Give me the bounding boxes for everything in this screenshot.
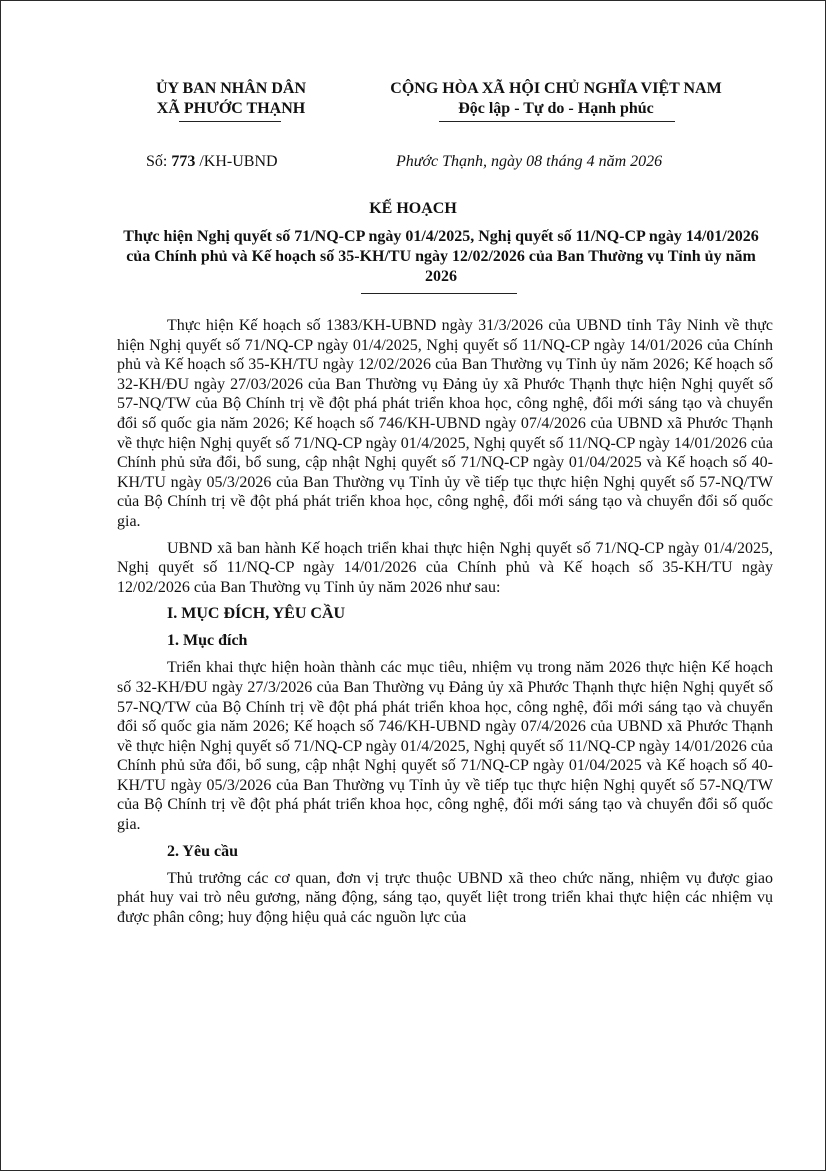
national-heading bbox=[356, 79, 756, 119]
place-date: Phước Thạnh, ngày 08 tháng 4 năm 2026 bbox=[396, 153, 663, 170]
agency-line-1: ỦY BAN NHÂN DÂN bbox=[155, 80, 307, 97]
paragraph-3: Triển khai thực hiện hoàn thành các mục tiêu, nhiệm vụ trong năm 2026 thực hiện Kế hoạch số 32-KH/ĐU ngày 27/3/2026 của Ban Thường vụ Đảng ủy xã Phước Thạnh thực hiện Nghị quyết số 57-NQ/TW của Bộ Chính trị về đột phá phát triển khoa học, công nghệ, đổi mới sáng tạo và chuyển đổi số quốc gia năm 2026; Kế hoạch số 746/KH-UBND ngày 07/4/2026 của UBND xã Phước Thạnh về thực hiện Nghị quyết số 71/NQ-CP ngày 01/4/2025, Nghị quyết số 11/NQ-CP ngày 14/01/2026 của Chính phủ sửa đổi, bổ sung, cập nhật Nghị quyết số 71/NQ-CP ngày 01/04/2025 và Kế hoạch số 40-KH/TU ngày 05/3/2026 của Ban Thường vụ Tỉnh ủy về tiếp tục thực hiện Nghị quyết số 57-NQ/TW của Bộ Chính trị về đột phá phát triển khoa học, công nghệ, đổi mới sáng tạo và chuyển đổi số quốc gia. bbox=[117, 659, 773, 834]
agency-line-2: XÃ PHƯỚC THẠNH bbox=[156, 100, 306, 117]
motto-underline bbox=[439, 121, 675, 122]
subsection-heading-1: 1. Mục đích bbox=[167, 632, 248, 650]
document-number bbox=[146, 152, 278, 172]
document-type-title: KẾ HOẠCH bbox=[369, 200, 457, 217]
nation-line-2: Độc lập - Tự do - Hạnh phúc bbox=[458, 100, 654, 117]
section-heading-1: I. MỤC ĐÍCH, YÊU CẦU bbox=[167, 605, 346, 623]
document-body bbox=[117, 316, 773, 934]
number-value: 773 bbox=[171, 153, 196, 170]
issuing-agency bbox=[126, 79, 336, 119]
paragraph-2: UBND xã ban hành Kế hoạch triển khai thực hiện Nghị quyết số 71/NQ-CP ngày 01/4/2025, Nghị quyết số 11/NQ-CP ngày 14/01/2026 của Chính phủ và Kế hoạch số 35-KH/TU ngày 12/02/2026 của Ban Thường vụ Tỉnh ủy năm 2026 như sau: bbox=[117, 539, 773, 596]
document-subtitle: Thực hiện Nghị quyết số 71/NQ-CP ngày 01/4/2025, Nghị quyết số 11/NQ-CP ngày 14/01/2026 của Chính phủ và Kế hoạch số 35-KH/TU ngày 12/02/2026 của Ban Thường vụ Tỉnh ủy năm 2026 bbox=[123, 228, 759, 285]
subsection-heading-2: 2. Yêu cầu bbox=[167, 842, 238, 860]
paragraph-1: Thực hiện Kế hoạch số 1383/KH-UBND ngày 31/3/2026 của UBND tỉnh Tây Ninh về thực hiện Nghị quyết số 71/NQ-CP ngày 01/4/2025, Nghị quyết số 11/NQ-CP ngày 14/01/2026 của Chính phủ và Kế hoạch số 35-KH/TU ngày 12/02/2026 của Ban Thường vụ Tỉnh ủy năm 2026; Kế hoạch số 32-KH/ĐU ngày 27/03/2026 của Ban Thường vụ Đảng ủy xã Phước Thạnh thực hiện Nghị quyết số 57-NQ/TW của Bộ Chính trị về đột phá phát triển khoa học, công nghệ, đổi mới sáng tạo và chuyển đổi số quốc gia năm 2026; Kế hoạch số 746/KH-UBND ngày 07/4/2026 của UBND xã Phước Thạnh về thực hiện Nghị quyết số 71/NQ-CP ngày 01/4/2025, Nghị quyết số 11/NQ-CP ngày 14/01/2026 của Chính phủ sửa đổi, bổ sung, cập nhật Nghị quyết số 71/NQ-CP ngày 01/04/2025 và Kế hoạch số 40-KH/TU ngày 05/3/2026 của Ban Thường vụ Tỉnh ủy về tiếp tục thực hiện Nghị quyết số 57-NQ/TW của Bộ Chính trị về đột phá phát triển khoa học, công nghệ, đổi mới sáng tạo và chuyển đổi số quốc gia. bbox=[117, 317, 773, 530]
number-prefix: Số: bbox=[146, 153, 168, 170]
paragraph-4: Thủ trưởng các cơ quan, đơn vị trực thuộc UBND xã theo chức năng, nhiệm vụ được giao phát huy vai trò nêu gương, năng động, sáng tạo, quyết liệt trong triển khai thực hiện các nhiệm vụ được phân công; huy động hiệu quả các nguồn lực của bbox=[117, 869, 773, 926]
number-suffix: /KH-UBND bbox=[199, 153, 278, 170]
subtitle-underline bbox=[361, 293, 517, 294]
agency-underline bbox=[179, 121, 281, 122]
nation-line-1: CỘNG HÒA XÃ HỘI CHỦ NGHĨA VIỆT NAM bbox=[390, 80, 722, 97]
